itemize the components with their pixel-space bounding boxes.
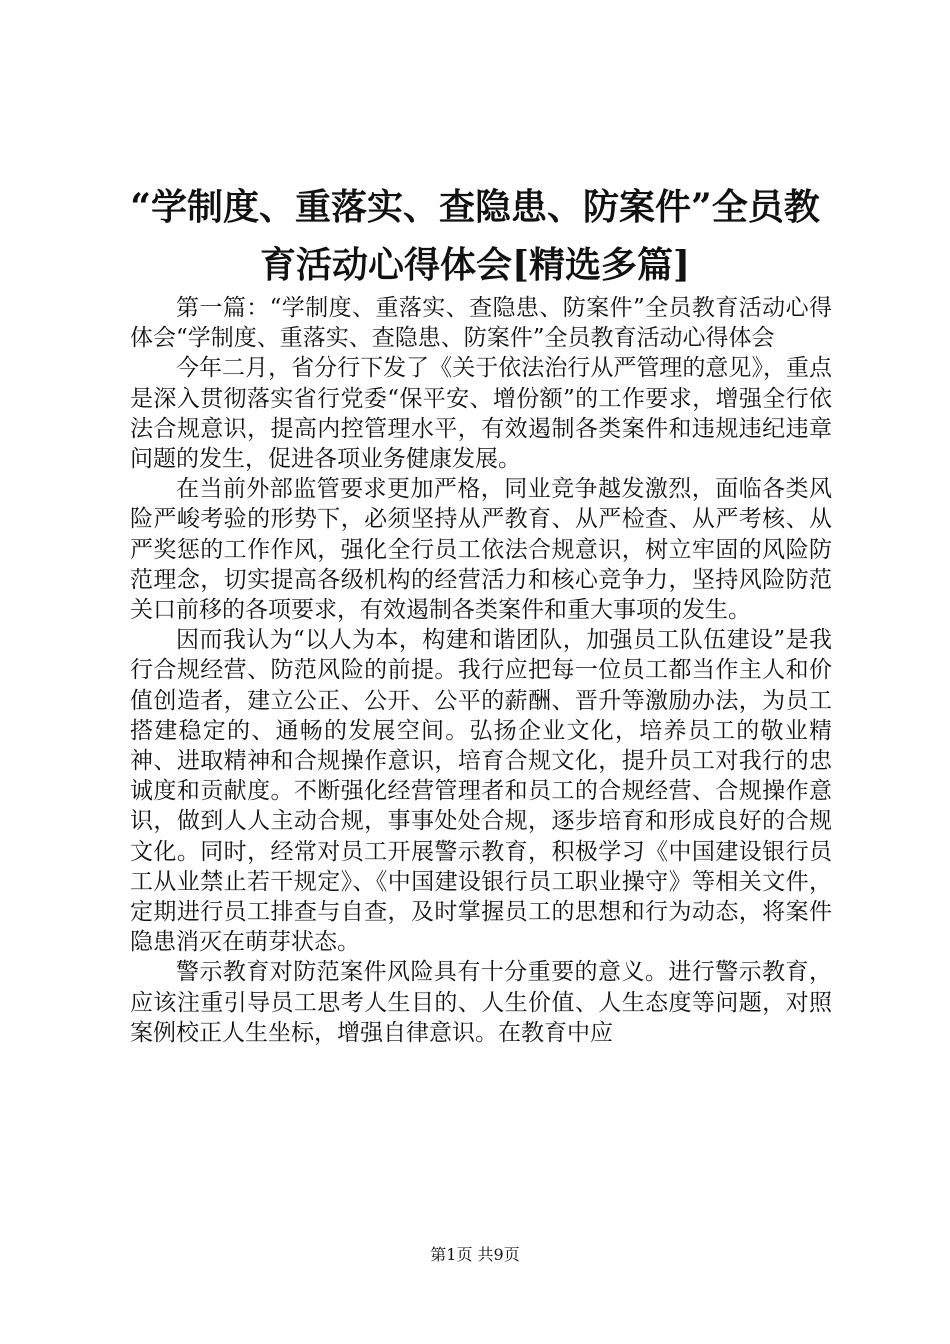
paragraph-4: 因而我认为“以人为本，构建和谐团队，加强员工队伍建设”是我行合规经营、防范风险的前提。我行应把每一位员工都当作主人和价值创造者，建立公正、公开、公平的薪酬、晋升等激励办法，为员工搭建稳定的、通畅的发展空间。弘扬企业文化，培养员工的敬业精神、进取精神和合规操作意识，培育合规文化，提升员工对我行的忠诚度和贡献度。不断强化经营管理者和员工的合规经营、合规操作意识，做到人人主动合规，事事处处合规，逐步培育和形成良好的合规文化。同时，经常对员工开展警示教育，积极学习《中国建设银行员工从业禁止若干规定》、《中国建设银行员工职业操守》等相关文件，定期进行员工排查与自查，及时掌握员工的思想和行为动态，将案件隐患消灭在萌芽状态。: [130, 627, 832, 956]
document-title: [100, 178, 850, 294]
paragraph-3: 在当前外部监管要求更加严格，同业竞争越发激烈，面临各类风险严峻考验的形势下，必须坚持从严教育、从严检查、从严考核、从严奖惩的工作作风，强化全行员工依法合规意识，树立牢固的风险防范理念，切实提高各级机构的经营活力和核心竞争力，坚持风险防范关口前移的各项要求，有效遏制各类案件和重大事项的发生。: [130, 476, 832, 624]
title-line-2: 育活动心得体会[精选多篇]: [259, 244, 691, 286]
page-footer: 第1页 共9页: [430, 1245, 520, 1264]
paragraph-1: 第一篇：“学制度、重落实、查隐患、防案件”全员教育活动心得体会“学制度、重落实、查隐患、防案件”全员教育活动心得体会: [130, 295, 832, 352]
title-line-1: “学制度、重落实、查隐患、防案件”全员教: [130, 186, 820, 228]
paragraph-2: 今年二月，省分行下发了《关于依法治行从严管理的意见》，重点是深入贯彻落实省行党委“保平安、增份额”的工作要求，增强全行依法合规意识，提高内控管理水平，有效遏制各类案件和违规违纪违章问题的发生，促进各项业务健康发展。: [130, 355, 832, 473]
paragraph-5: 警示教育对防范案件风险具有十分重要的意义。进行警示教育，应该注重引导员工思考人生目的、人生价值、人生态度等问题，对照案例校正人生坐标，增强自律意识。在教育中应: [130, 959, 832, 1046]
document-body: [130, 293, 832, 1048]
